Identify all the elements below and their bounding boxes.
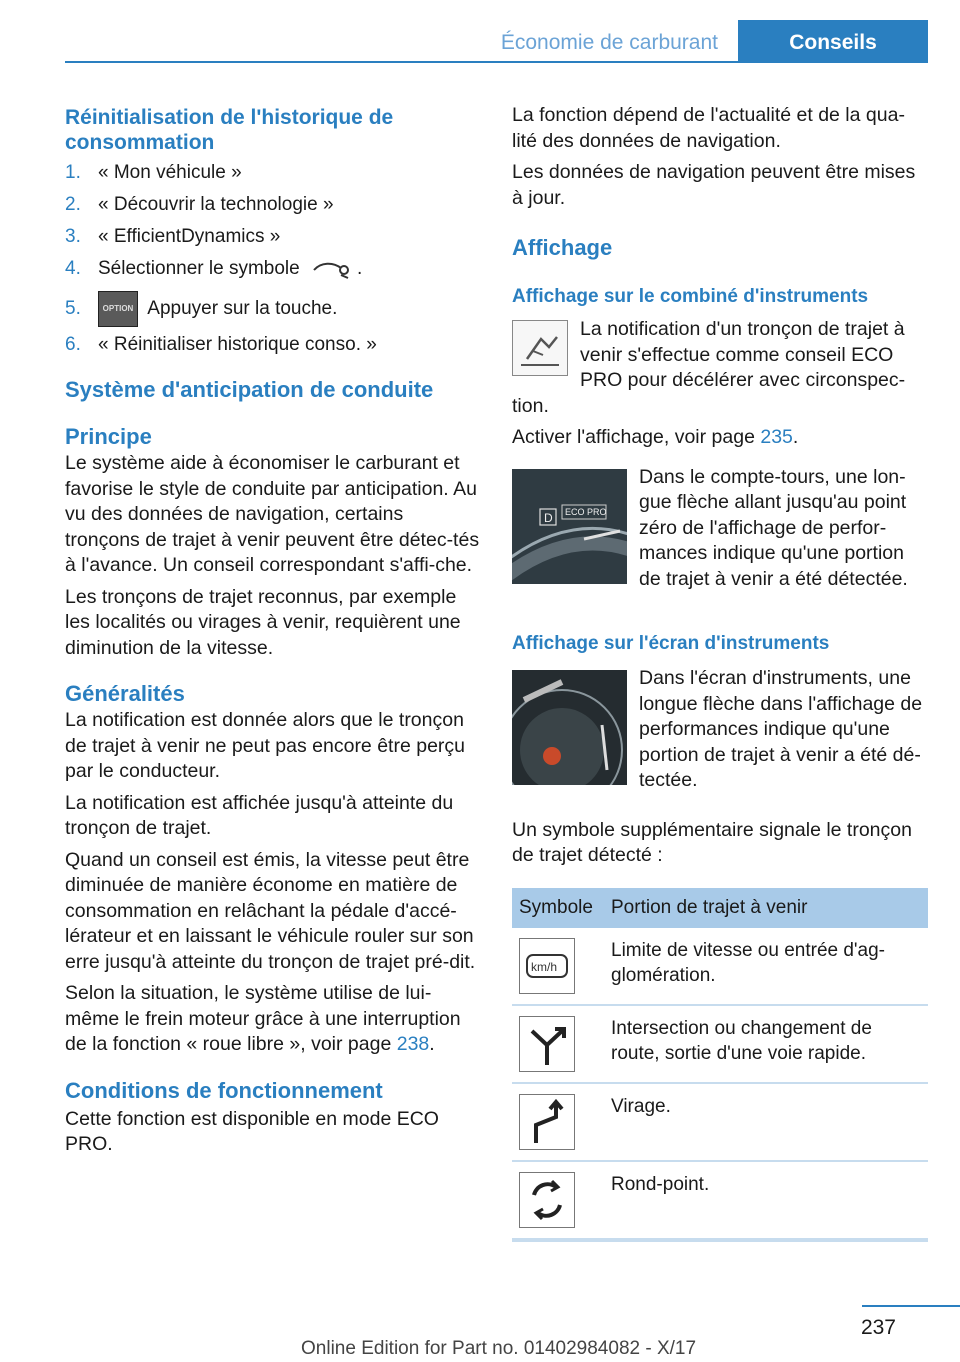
tachometer-paragraph: Dans le compte-tours, une lon-gue flèche allant jusqu'au point zéro de l'affichage de perfor-mances indique qu'une portion de trajet à venir a été détectée.: [639, 468, 908, 590]
edition-note: Online Edition for Part no. 01402984082 - X/17: [301, 1338, 697, 1359]
efficient-dynamics-icon: [311, 258, 351, 280]
general-paragraph-4-text: Selon la situation, le système utilise de lui-même le frein moteur grâce à une interruption de la fonction « roue libre », voir page: [65, 982, 461, 1055]
step-number: 5.: [65, 298, 81, 319]
step-number: 4.: [65, 258, 81, 279]
step-text: « Mon véhicule »: [98, 162, 242, 183]
cluster-note-paragraph: La notification d'un tronçon de trajet à venir s'effectue comme conseil ECO PRO pour décélérer avec circonspec-tion.: [512, 318, 906, 417]
row-text-curve: Virage.: [604, 1083, 928, 1161]
page-link-235[interactable]: 235: [760, 426, 793, 448]
column-header-portion: Portion de trajet à venir: [604, 888, 928, 928]
row-text-roundabout: Rond-point.: [604, 1161, 928, 1240]
tachometer-block: [512, 469, 928, 593]
page-number: 237: [860, 1316, 896, 1339]
principle-paragraph-1: Le système aide à économiser le carburant et favorise le style de conduite par anticipation. Au vu des données de navigation, certains tronçons de trajet à venir peuvent être détec-tés à l'avance. Un conseil correspondant s'affi-che.: [65, 452, 480, 576]
row-text-junction: Intersection ou changement de route, sortie d'une voie rapide.: [604, 1005, 928, 1083]
step-suffix: .: [357, 258, 363, 279]
eco-pro-decelerate-icon: [512, 320, 568, 376]
heading-principle: Principe: [65, 424, 152, 449]
step-text: « EfficientDynamics »: [98, 226, 281, 247]
navigation-paragraph-2: Les données de navigation peuvent être mises à jour.: [512, 161, 916, 209]
curve-icon: [519, 1094, 575, 1150]
navigation-paragraph-1: La fonction dépend de l'actualité et de la qua-lité des données de navigation.: [512, 104, 905, 152]
step-number: 3.: [65, 226, 81, 247]
cluster-note-block: [512, 317, 928, 419]
roundabout-icon: [519, 1172, 575, 1228]
tachometer-mode: ECO PRO: [565, 506, 607, 517]
column-header-symbol: Symbole: [512, 888, 604, 928]
header-tab-conseils: Conseils: [738, 20, 928, 63]
left-column: [65, 100, 480, 1158]
heading-general: Généralités: [65, 681, 185, 706]
general-paragraph-4: [65, 981, 480, 1058]
instrument-screen-paragraph: Dans l'écran d'instruments, une longue flèche dans l'affichage de performances indique qu'une portion de trajet à venir a été dé-tectée.: [639, 670, 923, 791]
right-column: [512, 100, 928, 1242]
activate-text: Activer l'affichage, voir page: [512, 426, 755, 448]
kmh-label: km/h: [531, 959, 558, 974]
header-section-title: Économie de carburant: [500, 31, 718, 54]
list-item: [65, 189, 480, 221]
row-text-speed-limit: Limite de vitesse ou entrée d'ag-glomération.: [604, 928, 928, 1005]
instrument-screen-block: [512, 670, 928, 794]
heading-instrument-cluster: Affichage sur le combiné d'instruments: [512, 286, 869, 307]
instrument-screen-image: [512, 670, 627, 785]
table-row: [512, 928, 928, 1005]
heading-display: Affichage: [512, 235, 613, 260]
speed-limit-kmh-icon: [519, 938, 575, 994]
list-item: [65, 221, 480, 253]
step-number: 2.: [65, 194, 81, 215]
table-row: [512, 1161, 928, 1240]
option-button-icon: OPTION: [98, 291, 138, 327]
list-item: [65, 157, 480, 189]
table-header-row: [512, 888, 928, 928]
symbol-intro-paragraph: Un symbole supplémentaire signale le tronçon de trajet détecté :: [512, 818, 912, 866]
heading-instrument-screen: Affichage sur l'écran d'instruments: [512, 633, 830, 654]
list-item: [65, 253, 480, 285]
step-text: Appuyer sur la touche.: [147, 298, 338, 319]
table-row: [512, 1005, 928, 1083]
junction-icon: [519, 1016, 575, 1072]
step-text: Sélectionner le symbole: [98, 258, 300, 279]
general-paragraph-3: Quand un conseil est émis, la vitesse peut être diminuée de manière économe en matière de consommation en relâchant la pédale d'accé-lérateur et en laissant le véhicule rouler sur son erre jusqu'à atteinte du tronçon de trajet pré-dit.: [65, 848, 476, 973]
list-item: [65, 329, 480, 361]
conditions-paragraph: Cette fonction est disponible en mode ECO PRO.: [65, 1107, 439, 1155]
step-text: « Découvrir la technologie »: [98, 194, 334, 215]
heading-driving-anticipation: Système d'anticipation de conduite: [65, 377, 434, 402]
heading-reset-history: Réinitialisation de l'historique de consommation: [65, 106, 394, 154]
list-item: [65, 289, 480, 329]
period: .: [792, 426, 799, 448]
reset-steps-list: [65, 157, 480, 361]
step-text: « Réinitialiser historique conso. »: [98, 334, 377, 355]
general-paragraph-1: La notification est donnée alors que le tronçon de trajet à venir ne peut pas encore être perçu par le conducteur.: [65, 709, 465, 782]
heading-operating-conditions: Conditions de fonctionnement: [65, 1077, 383, 1103]
period: .: [429, 1033, 435, 1055]
tachometer-image: [512, 469, 627, 584]
step-number: 1.: [65, 162, 81, 183]
activate-display-paragraph: [512, 425, 928, 451]
step-number: 6.: [65, 334, 81, 355]
tachometer-gear: D: [544, 510, 553, 525]
footer-rule: [862, 1305, 960, 1307]
principle-paragraph-2: Les tronçons de trajet reconnus, par exemple les localités ou virages à venir, requièrent une diminution de la vitesse.: [65, 585, 461, 659]
page-link-238[interactable]: 238: [396, 1033, 430, 1055]
table-row: [512, 1083, 928, 1161]
symbol-table: [512, 888, 928, 1242]
general-paragraph-2: La notification est affichée jusqu'à atteinte du tronçon de trajet.: [65, 791, 454, 839]
header-rule: [65, 61, 928, 63]
